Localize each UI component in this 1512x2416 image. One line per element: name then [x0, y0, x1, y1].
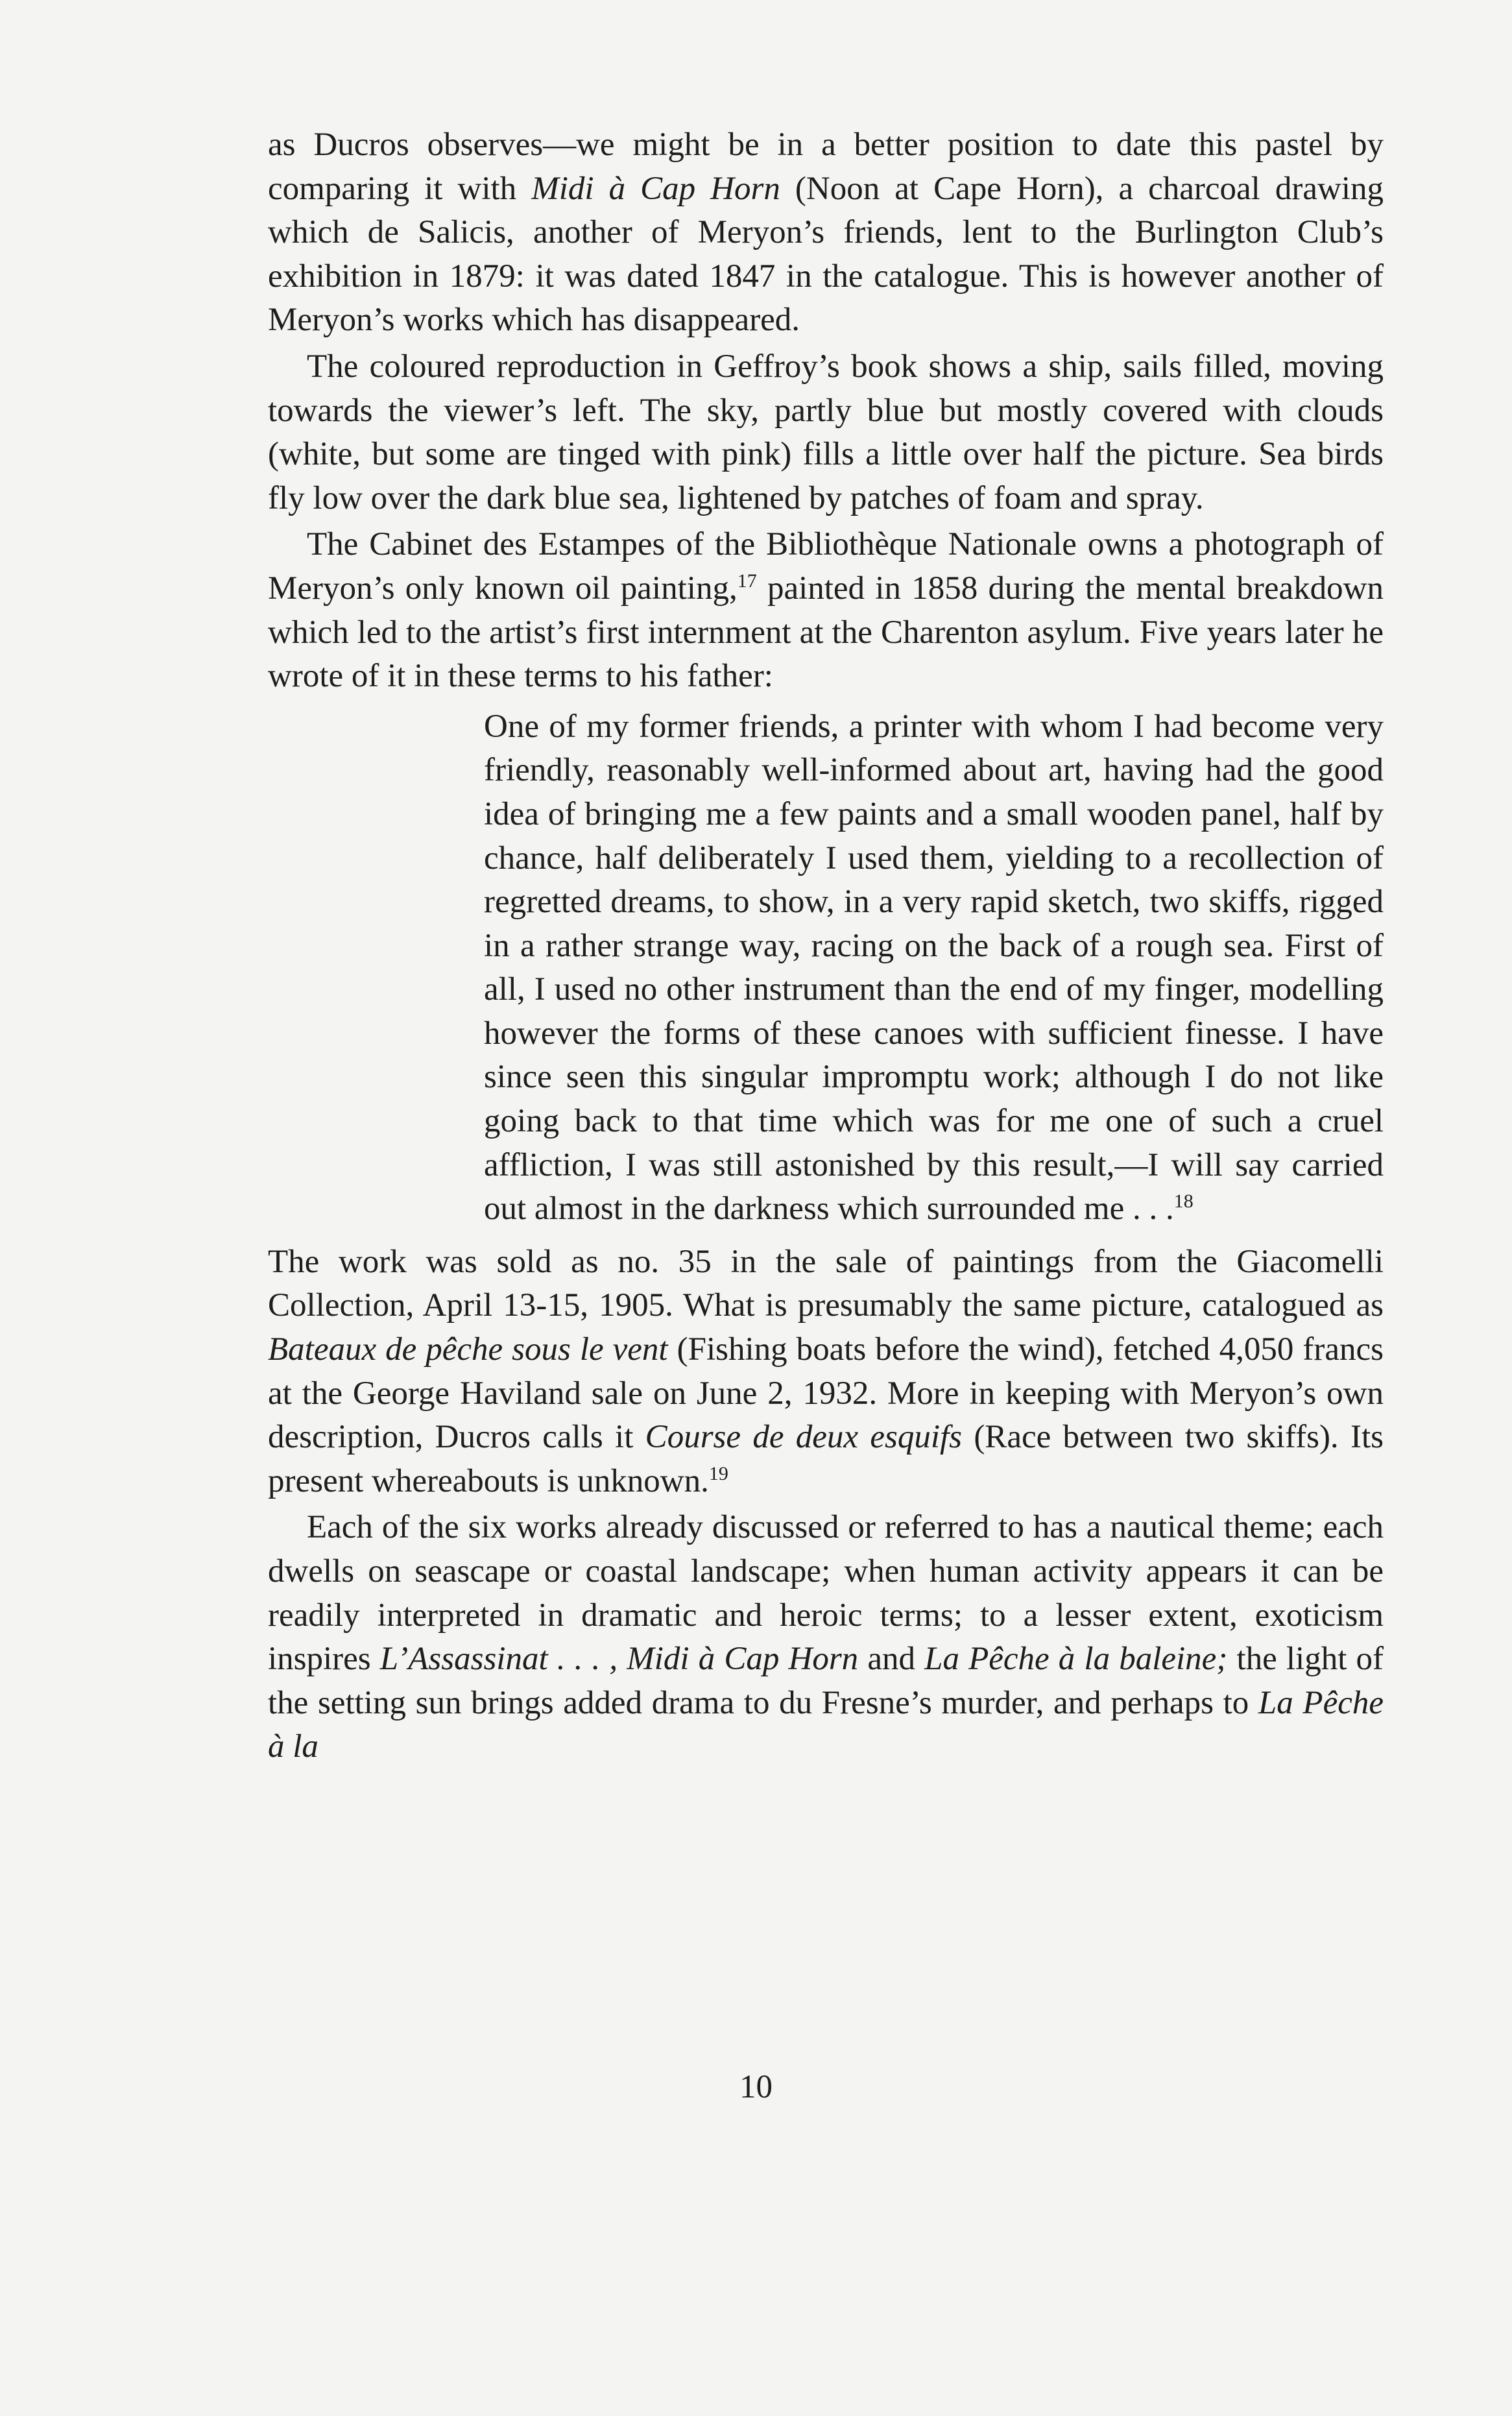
block-quote: [484, 705, 1384, 1231]
text-run: The coloured reproduction in Geffroy’s book shows a ship, sails filled, moving towards the viewer’s left. The sky, partly blue but mostly covered with clouds (white, but some are tinged with pink) fills a little over half the picture. Sea birds fly low over the dark blue sea, lightened by patches of foam and spray.: [268, 348, 1384, 516]
text-run: One of my former friends, a printer with whom I had become very friendly, reasonably well-informed about art, having had the good idea of bringing me a few paints and a small wooden panel, half by chance, half deliberately I used them, yielding to a recollection of regretted dreams, to show, in a very rapid sketch, two skiffs, rigged in a rather strange way, racing on the back of a rough sea. First of all, I used no other instrument than the end of my finger, modelling however the forms of these canoes with sufficient finesse. I have since seen this singular impromptu work; although I do not like going back to that time which was for me one of such a cruel affliction, I was still astonished by this result,—I will say carried out almost in the darkness which surrounded me . . .: [484, 708, 1384, 1227]
footnote-marker: 18: [1173, 1190, 1194, 1213]
text-run: (Noon at Cape Horn), a charcoal drawing which de Salicis, another of Meryon’s friends, lent to the Burlington Club’s exhibition in 1879: it was dated 1847 in the catalogue. This is however another of Meryon’s works which has disappeared.: [268, 170, 1384, 339]
text-run: painted in 1858 during the mental breakdown which led to the artist’s first internment at the Charenton asylum. Five years later he wrote of it in these terms to his father:: [268, 570, 1384, 695]
page-number: 10: [739, 2069, 773, 2105]
text-run: Each of the six works already discussed or referred to has a nautical theme; each dwells on seascape or coastal landscape; when human activity appears it can be readily interpreted in dramatic and heroic terms; to a lesser extent, exoticism inspires: [268, 1509, 1384, 1678]
text-run: as Ducros observes—we might be in a better position to date this pastel by comparing it with: [268, 127, 1384, 207]
text-run: The work was sold as no. 35 in the sale of paintings from the Giacomelli Collection, April 13-15, 1905. What is presumably the same picture, catalogued as: [268, 1243, 1384, 1324]
italic-title: La Pêche à la baleine;: [924, 1641, 1228, 1678]
italic-title: Bateaux de pêche sous le vent: [268, 1331, 668, 1368]
text-run: and: [858, 1641, 925, 1678]
paragraph: [268, 123, 1384, 343]
footnote-marker: 17: [737, 570, 757, 592]
paragraph: [268, 1506, 1384, 1769]
paragraph: [268, 1240, 1384, 1504]
text-run: (Race between two skiffs). Its present whereabouts is unknown.: [268, 1419, 1384, 1499]
italic-title: Midi à Cap Horn: [531, 170, 780, 207]
body-text: [268, 123, 1384, 1772]
paragraph: [268, 523, 1384, 698]
text-run: (Fishing boats before the wind), fetched 4,050 francs at the George Haviland sale on June 2, 1932. More in keeping with Meryon’s own description, Ducros calls it: [268, 1331, 1384, 1456]
text-run: The Cabinet des Estampes of the Bibliothèque Nationale owns a photograph of Meryon’s only known oil painting,: [268, 526, 1384, 607]
paragraph: [268, 345, 1384, 520]
italic-title: L’Assassinat . . . , Midi à Cap Horn: [379, 1641, 859, 1678]
footnote-marker: 19: [708, 1462, 728, 1484]
italic-title: La Pêche à la: [268, 1684, 1384, 1765]
text-run: the light of the setting sun brings added drama to du Fresne’s murder, and perhaps to: [268, 1641, 1384, 1721]
italic-title: Course de deux esquifs: [645, 1419, 963, 1456]
